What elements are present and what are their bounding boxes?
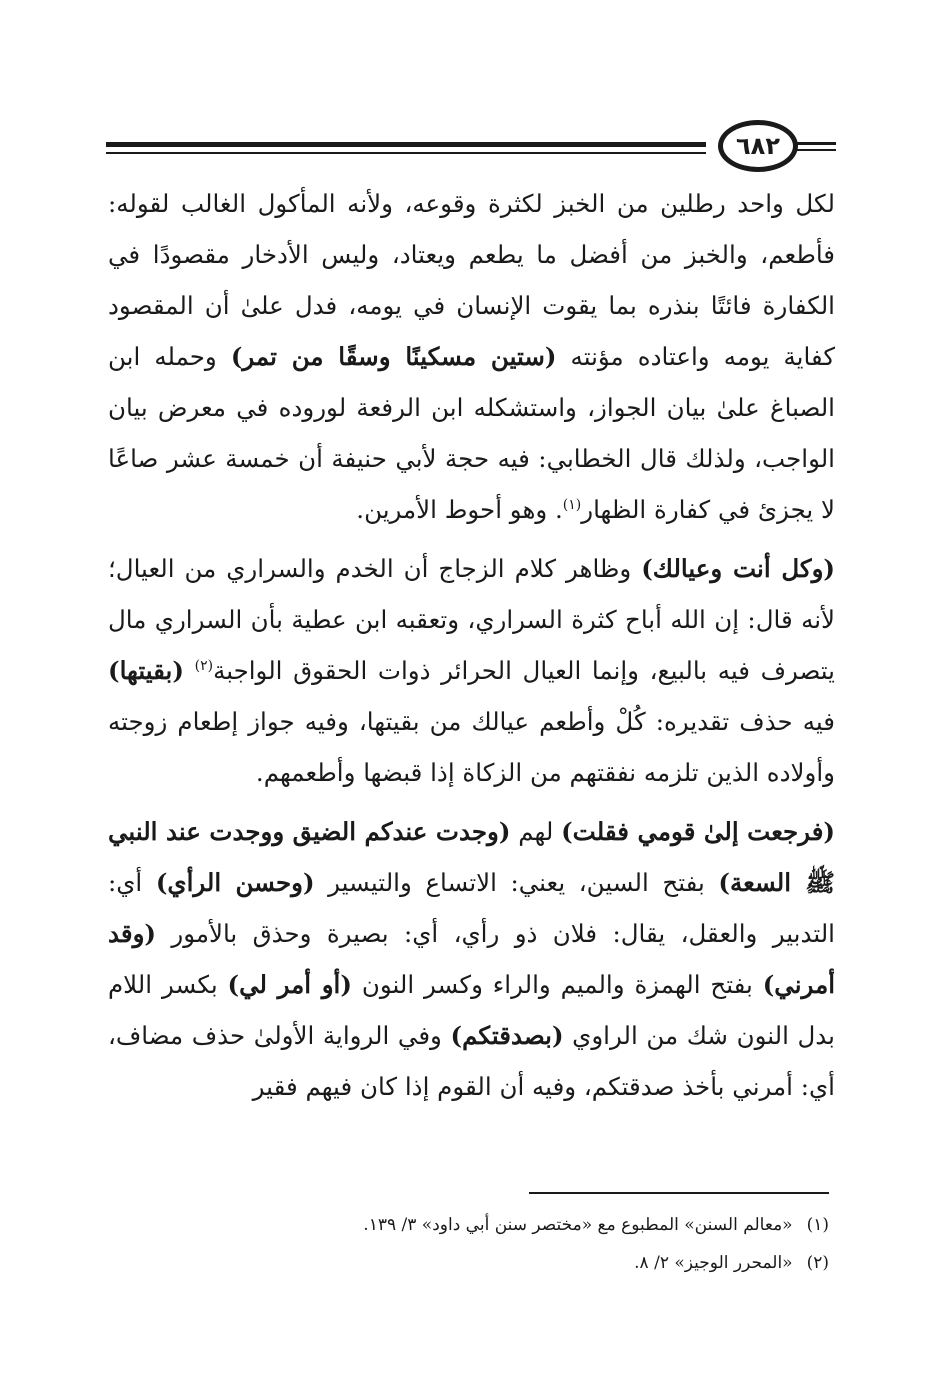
paragraph-text: وفي الرواية الأولىٰ حذف مضاف، أي: أمرني بأخذ صدقتكم، وفيه أن القوم إذا كان فيهم فقير xyxy=(108,1021,835,1101)
paragraph-text: فيه حذف تقديره: كُلْ وأطعم عيالك من بقيتها، وفيه جواز إطعام زوجته وأولاده الذين تلزمه نفقتهم من الزكاة إذا قبضها وأطعمهم. xyxy=(108,707,835,787)
paragraph-text xyxy=(184,656,195,685)
footnote-text: «معالم السنن» المطبوع مع «مختصر سنن أبي داود» ٣/ ١٣٩. xyxy=(363,1215,793,1235)
footnote-number: (٢) xyxy=(806,1253,829,1273)
header-rule-tail xyxy=(796,142,836,145)
paragraph xyxy=(108,806,835,1112)
footnote-item xyxy=(229,1244,829,1282)
page-header xyxy=(106,112,836,182)
main-text xyxy=(108,178,835,1112)
paragraph-text: أي: التدبير والعقل، يقال: فلان ذو رأي، أي: بصيرة وحذق بالأمور xyxy=(108,868,835,948)
quoted-hadith-phrase: (وحسن الرأي) xyxy=(155,868,315,897)
footnote-reference: (٢) xyxy=(194,657,214,674)
header-rule-tail-thin xyxy=(796,149,836,151)
paragraph-text: وظاهر كلام الزجاج أن الخدم والسراري من العيال؛ لأنه قال: إن الله أباح كثرة السراري، وتعقبه ابن عطية بأن السراري مال يتصرف فيه بالبيع، وإنما العيال الحرائر ذوات الحقوق الواجبة xyxy=(108,554,835,685)
quoted-hadith-phrase: (وجدت عندكم الضيق ووجدت عند النبي ﷺ السعة) xyxy=(108,817,835,897)
paragraph-text: لكل واحد رطلين من الخبز لكثرة وقوعه، ولأنه المأكول الغالب لقوله: فأطعم، والخبز من أفضل ما يطعم ويعتاد، وليس الأدخار مقصودًا في الكفارة فائتًا بنذره بما يقوت الإنسان في يومه، فدل علىٰ أن المقصود كفاية يومه واعتاده مؤنته xyxy=(108,189,835,371)
footnote-text: «المحرر الوجيز» ٢/ ٨. xyxy=(634,1253,793,1273)
quoted-hadith-phrase: (وكل أنت وعيالك) xyxy=(641,554,835,583)
page-number: ٦٨٢ xyxy=(718,120,798,172)
quoted-hadith-phrase: (بقيتها) xyxy=(108,656,184,685)
paragraph-text: بفتح الهمزة والميم والراء وكسر النون xyxy=(351,970,763,999)
paragraph-text: وحمله ابن الصباغ علىٰ بيان الجواز، واستشكله ابن الرفعة لوروده في معرض بيان الواجب، ولذلك قال الخطابي: فيه حجة لأبي حنيفة أن خمسة عشر صاعًا لا يجزئ في كفارة الظهار xyxy=(108,342,835,524)
quoted-hadith-phrase: (فرجعت إلىٰ قومي فقلت) xyxy=(561,817,836,846)
quoted-hadith-phrase: (ستين مسكينًا وسقًا من تمر) xyxy=(230,342,557,371)
paragraph-text: بفتح السين، يعني: الاتساع والتيسير xyxy=(314,868,719,897)
footnote-item xyxy=(229,1206,829,1244)
paragraph-text: بكسر اللام بدل النون شك من الراوي xyxy=(108,970,835,1050)
quoted-hadith-phrase: (أو أمر لي) xyxy=(227,970,352,999)
paragraph-text: لهم xyxy=(510,817,562,846)
footnote-number: (١) xyxy=(806,1215,829,1235)
paragraph xyxy=(108,543,835,798)
footnote-separator xyxy=(529,1192,829,1194)
header-rule-thin xyxy=(106,152,706,154)
header-rule-thick xyxy=(106,142,706,147)
footnote-reference: (١) xyxy=(562,496,582,513)
footnotes xyxy=(229,1206,829,1282)
paragraph xyxy=(108,178,835,535)
paragraph-text: . وهو أحوط الأمرين. xyxy=(356,495,563,524)
quoted-hadith-phrase: (وقد أمرني) xyxy=(108,919,835,999)
quoted-hadith-phrase: (بصدقتكم) xyxy=(450,1021,564,1050)
